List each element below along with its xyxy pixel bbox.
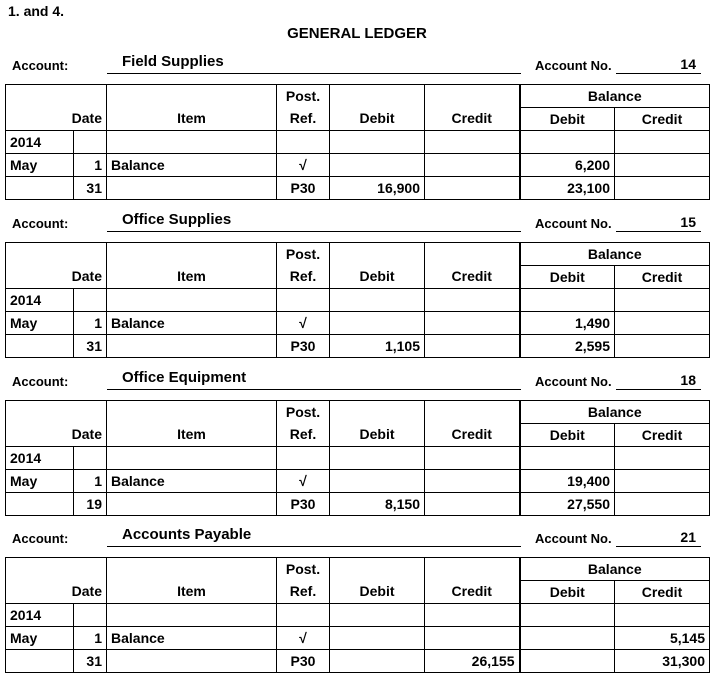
debit-header: Debit: [330, 424, 425, 447]
item-cell: [107, 650, 277, 673]
year-row: [6, 447, 710, 470]
table-row: [6, 312, 710, 335]
year-cell: 2014: [6, 131, 74, 154]
month-cell: [6, 493, 74, 516]
credit-cell: [425, 177, 520, 200]
ledger-header-row-1: [6, 85, 710, 108]
month-cell: May: [6, 312, 74, 335]
credit-header: Credit: [425, 266, 520, 289]
credit-header: Credit: [425, 108, 520, 131]
account-header: [0, 526, 714, 550]
balance-debit-cell: 2,595: [520, 335, 615, 358]
balance-credit-cell: [615, 177, 710, 200]
balance-credit-cell: [615, 470, 710, 493]
date-header: Date: [6, 581, 107, 604]
ref-cell: √: [277, 470, 330, 493]
year-cell: 2014: [6, 447, 74, 470]
month-cell: May: [6, 470, 74, 493]
ref-header: Ref.: [277, 266, 330, 289]
table-row: [6, 650, 710, 673]
balance-debit-header: Debit: [520, 266, 615, 289]
account-no-label: Account No.: [535, 58, 612, 73]
account-number: 14: [680, 56, 696, 72]
day-cell: 31: [74, 650, 107, 673]
ref-cell: P30: [277, 650, 330, 673]
account-label: Account:: [12, 531, 69, 546]
item-header: Item: [107, 266, 277, 289]
account-name: Accounts Payable: [122, 526, 252, 543]
credit-cell: 26,155: [425, 650, 520, 673]
day-cell: 1: [74, 627, 107, 650]
balance-debit-cell: 23,100: [520, 177, 615, 200]
year-row: [6, 289, 710, 312]
item-cell: Balance: [107, 627, 277, 650]
balance-credit-cell: 5,145: [615, 627, 710, 650]
month-cell: [6, 650, 74, 673]
balance-header: Balance: [520, 85, 710, 108]
ref-cell: P30: [277, 335, 330, 358]
section-heading: 1. and 4.: [8, 3, 65, 19]
item-cell: [107, 177, 277, 200]
balance-credit-cell: [615, 154, 710, 177]
account-no-line: [616, 546, 701, 547]
item-header: Item: [107, 108, 277, 131]
ledger-header-row-2: [6, 581, 710, 604]
balance-header: Balance: [520, 243, 710, 266]
credit-header: Credit: [425, 424, 520, 447]
account-no-label: Account No.: [535, 216, 612, 231]
year-cell: 2014: [6, 289, 74, 312]
balance-credit-cell: [615, 335, 710, 358]
ref-cell: √: [277, 312, 330, 335]
item-cell: [107, 493, 277, 516]
item-header: Item: [107, 581, 277, 604]
account-header: [0, 211, 714, 235]
ledger-table: [5, 557, 710, 673]
balance-credit-cell: [615, 493, 710, 516]
credit-cell: [425, 154, 520, 177]
balance-credit-header: Credit: [615, 424, 710, 447]
ref-cell: √: [277, 627, 330, 650]
debit-header: Debit: [330, 108, 425, 131]
debit-header: Debit: [330, 581, 425, 604]
balance-debit-cell: 1,490: [520, 312, 615, 335]
month-cell: May: [6, 627, 74, 650]
account-name-line: [107, 389, 521, 390]
account-no-line: [616, 73, 701, 74]
credit-cell: [425, 470, 520, 493]
balance-debit-cell: 6,200: [520, 154, 615, 177]
table-row: [6, 335, 710, 358]
account-no-label: Account No.: [535, 531, 612, 546]
balance-header: Balance: [520, 558, 710, 581]
table-row: [6, 627, 710, 650]
ledger-table: [5, 400, 710, 516]
month-cell: May: [6, 154, 74, 177]
balance-credit-cell: [615, 312, 710, 335]
item-cell: Balance: [107, 154, 277, 177]
ledger-header-row-1: [6, 401, 710, 424]
account-header: [0, 369, 714, 393]
balance-debit-cell: 27,550: [520, 493, 615, 516]
debit-header: Debit: [330, 266, 425, 289]
account-name: Office Equipment: [122, 369, 247, 386]
day-cell: 31: [74, 177, 107, 200]
account-name-line: [107, 231, 521, 232]
date-header: Date: [6, 108, 107, 131]
account-name-line: [107, 73, 521, 74]
credit-cell: [425, 627, 520, 650]
item-cell: Balance: [107, 312, 277, 335]
post-header: Post.: [277, 243, 330, 266]
credit-cell: [425, 335, 520, 358]
year-cell: 2014: [6, 604, 74, 627]
balance-debit-cell: 19,400: [520, 470, 615, 493]
item-cell: [107, 335, 277, 358]
day-cell: 1: [74, 312, 107, 335]
date-header: Date: [6, 424, 107, 447]
balance-header: Balance: [520, 401, 710, 424]
credit-header: Credit: [425, 581, 520, 604]
ledger-header-row-2: [6, 266, 710, 289]
account-label: Account:: [12, 216, 69, 231]
balance-credit-header: Credit: [615, 108, 710, 131]
account-name: Field Supplies: [122, 53, 224, 70]
account-number: 15: [680, 214, 696, 230]
month-cell: [6, 177, 74, 200]
day-cell: 19: [74, 493, 107, 516]
debit-cell: [330, 154, 425, 177]
page-title: GENERAL LEDGER: [287, 25, 427, 42]
ref-cell: P30: [277, 177, 330, 200]
debit-cell: [330, 650, 425, 673]
balance-credit-header: Credit: [615, 581, 710, 604]
post-header: Post.: [277, 558, 330, 581]
ref-cell: √: [277, 154, 330, 177]
ref-header: Ref.: [277, 108, 330, 131]
balance-debit-cell: [520, 627, 615, 650]
credit-cell: [425, 312, 520, 335]
ledger-table: [5, 84, 710, 200]
balance-debit-header: Debit: [520, 581, 615, 604]
day-cell: 1: [74, 470, 107, 493]
date-header: Date: [6, 266, 107, 289]
debit-cell: 16,900: [330, 177, 425, 200]
balance-debit-header: Debit: [520, 424, 615, 447]
month-cell: [6, 335, 74, 358]
table-row: [6, 470, 710, 493]
balance-credit-cell: 31,300: [615, 650, 710, 673]
ref-header: Ref.: [277, 581, 330, 604]
account-header: [0, 53, 714, 77]
debit-cell: [330, 312, 425, 335]
ledger-header-row-1: [6, 558, 710, 581]
day-cell: 31: [74, 335, 107, 358]
balance-debit-header: Debit: [520, 108, 615, 131]
table-row: [6, 493, 710, 516]
account-no-label: Account No.: [535, 374, 612, 389]
account-number: 21: [680, 529, 696, 545]
ledger-table: [5, 242, 710, 358]
ledger-header-row-1: [6, 243, 710, 266]
balance-debit-cell: [520, 650, 615, 673]
debit-cell: [330, 627, 425, 650]
ledger-header-row-2: [6, 108, 710, 131]
debit-cell: 1,105: [330, 335, 425, 358]
ref-header: Ref.: [277, 424, 330, 447]
ledger-header-row-2: [6, 424, 710, 447]
account-label: Account:: [12, 58, 69, 73]
debit-cell: 8,150: [330, 493, 425, 516]
account-name-line: [107, 546, 521, 547]
account-no-line: [616, 389, 701, 390]
account-number: 18: [680, 372, 696, 388]
day-cell: 1: [74, 154, 107, 177]
table-row: [6, 177, 710, 200]
year-row: [6, 131, 710, 154]
debit-cell: [330, 470, 425, 493]
account-name: Office Supplies: [122, 211, 232, 228]
table-row: [6, 154, 710, 177]
ref-cell: P30: [277, 493, 330, 516]
post-header: Post.: [277, 401, 330, 424]
balance-credit-header: Credit: [615, 266, 710, 289]
item-header: Item: [107, 424, 277, 447]
credit-cell: [425, 493, 520, 516]
item-cell: Balance: [107, 470, 277, 493]
account-no-line: [616, 231, 701, 232]
year-row: [6, 604, 710, 627]
account-label: Account:: [12, 374, 69, 389]
post-header: Post.: [277, 85, 330, 108]
